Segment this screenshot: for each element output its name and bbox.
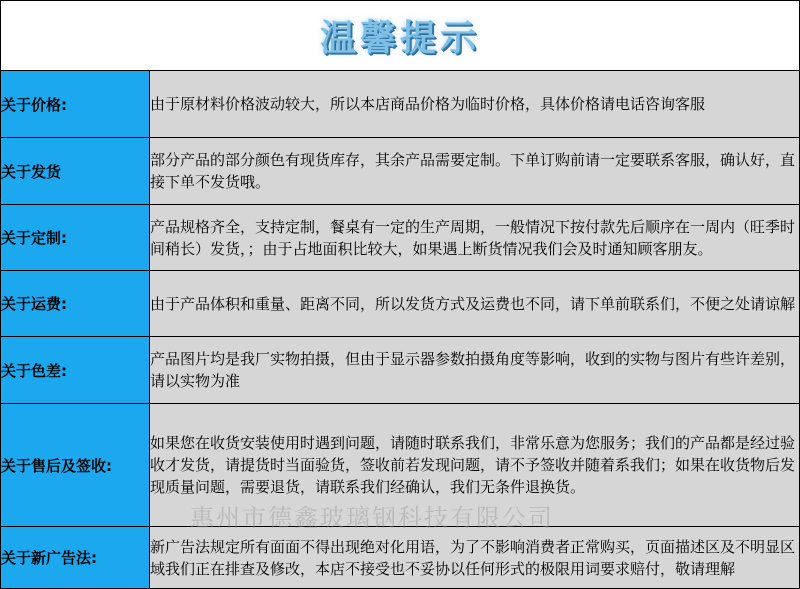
row-label: 关于售后及签收: — [1, 404, 150, 527]
row-text: 产品规格齐全，支持定制，餐桌有一定的生产周期，一般情况下按付款先后顺序在一周内（旺季时间稍长）发货，；由于占地面积比较大，如果遇上断货情况我们会及时通知顾客朋友。 — [150, 205, 800, 271]
row-text: 新广告法规定所有面面不得出现绝对化用语，为了不影响消费者正常购买，页面描述区及不明显区域我们正在排查及修改，本店不接受也不妥协以任何形式的极限用词要求赔付，敬请理解 — [150, 527, 800, 589]
row-text: 部分产品的部分颜色有现货库存，其余产品需要定制。下单订购前请一定要联系客服，确认好，直接下单不发货哦。 — [150, 138, 800, 205]
table-row-custom — [1, 205, 800, 271]
notice-table — [0, 70, 800, 589]
row-label: 关于价格: — [1, 71, 150, 138]
table-row-shipping — [1, 138, 800, 205]
table-row-ad-law — [1, 527, 800, 589]
watermark: 惠州市德鑫玻璃钢科技有限公司 — [190, 504, 554, 532]
page-title: 温馨提示 — [319, 17, 480, 59]
table-row-color — [1, 337, 800, 404]
row-text: 由于原材料价格波动较大，所以本店商品价格为临时价格，具体价格请电话咨询客服 — [150, 71, 800, 138]
row-text: 如果您在收货安装使用时遇到问题，请随时联系我们，非常乐意为您服务；我们的产品都是经过验收才发货，请提货时当面验货，签收前若发现问题，请不予签收并随着系我们；如果在收货物后发现质量问题，需要退货，请联系我们经确认，我们无条件退换货。 — [150, 404, 800, 527]
title-bar — [0, 0, 800, 70]
table-row-price — [1, 71, 800, 138]
row-label: 关于定制: — [1, 205, 150, 271]
table-row-aftersale — [1, 404, 800, 527]
row-label: 关于运费: — [1, 271, 150, 337]
row-text: 产品图片均是我厂实物拍摄，但由于显示器参数拍摄角度等影响，收到的实物与图片有些许差别，请以实物为准 — [150, 337, 800, 404]
row-label: 关于色差: — [1, 337, 150, 404]
row-label: 关于新广告法: — [1, 527, 150, 589]
row-label: 关于发货 — [1, 138, 150, 205]
row-text: 由于产品体积和重量、距离不同，所以发货方式及运费也不同，请下单前联系们，不便之处请谅解 — [150, 271, 800, 337]
table-row-freight — [1, 271, 800, 337]
